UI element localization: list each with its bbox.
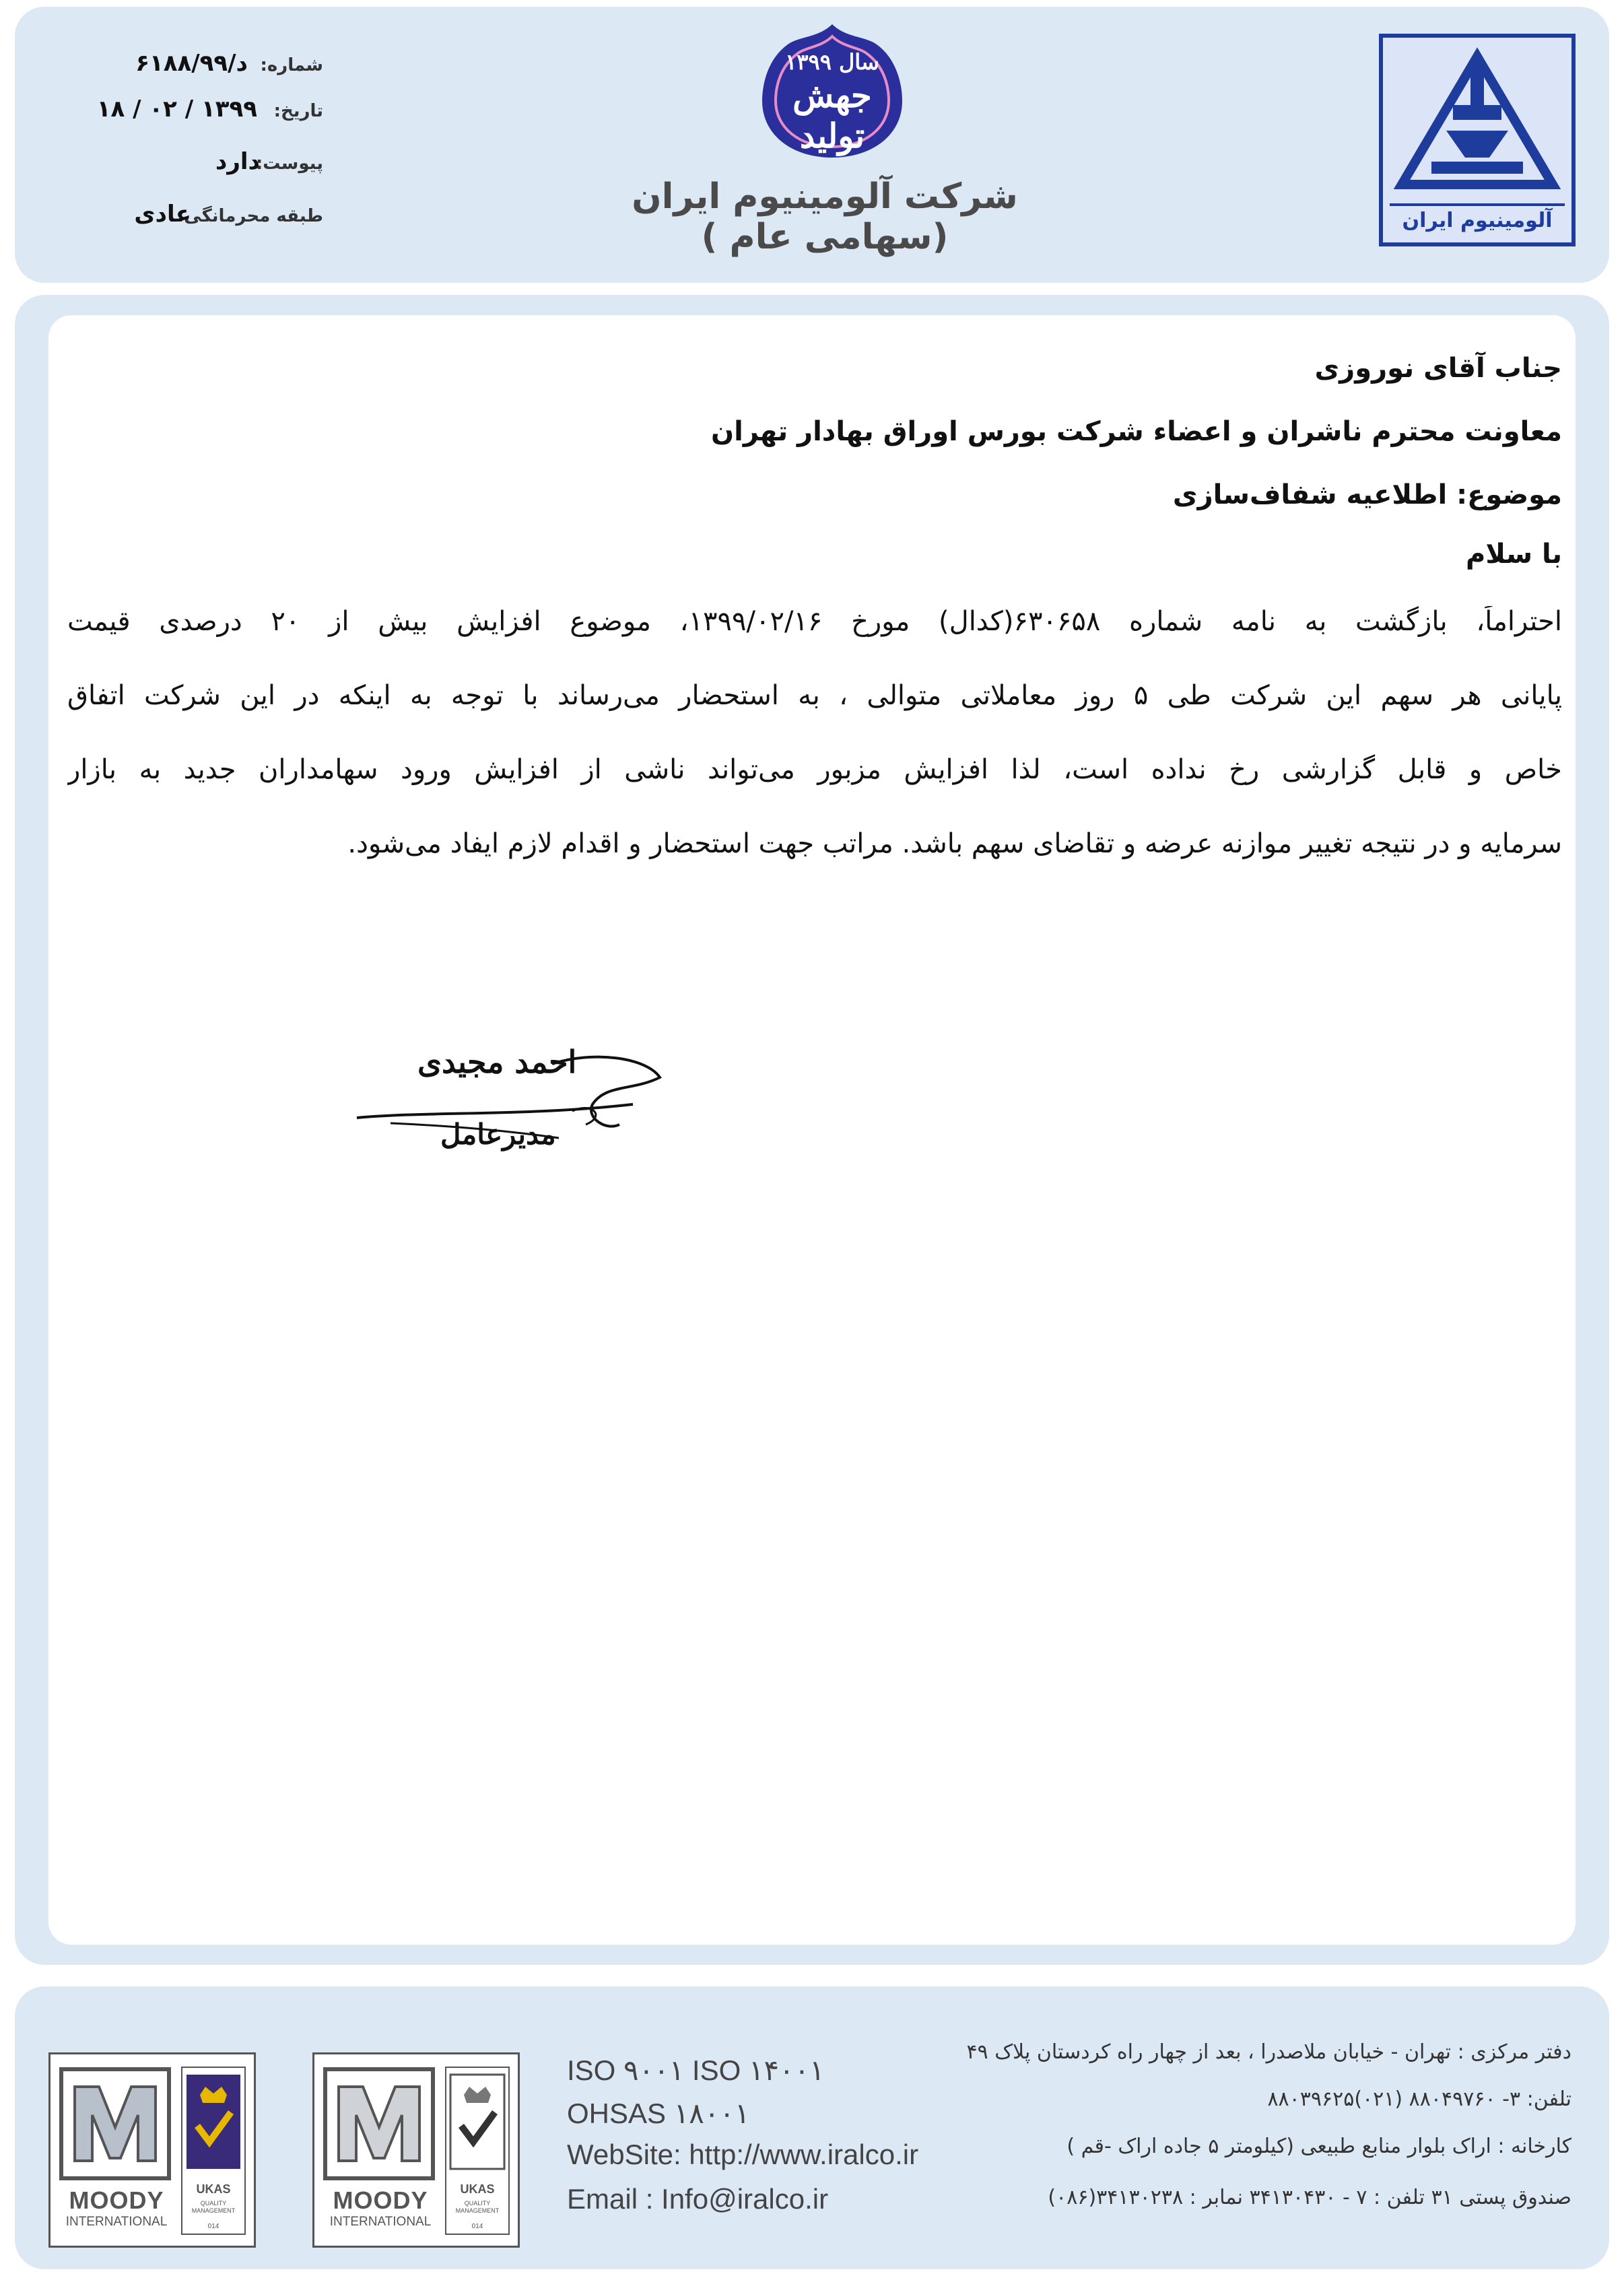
attachment-value: دارد [215,148,260,175]
moody-m-logo-icon [59,2067,172,2181]
moody-sub: INTERNATIONAL [65,2215,168,2229]
recipient-name: جناب آقای نوروزی [1314,353,1562,384]
emblem-slogan: جهش تولید [792,75,872,156]
moody-brand: MOODY [333,2186,428,2214]
website-link[interactable]: WebSite: http://www.iralco.ir [567,2139,919,2170]
moody-brand: MOODY [69,2186,164,2214]
ukas-badge [181,2067,246,2235]
moody-certification-badge [312,2052,520,2248]
classification-row [81,201,323,233]
signer-title: مدیرعامل [440,1118,556,1151]
moody-certification-badge [48,2052,256,2248]
attachment-row [135,148,323,180]
factory-address: کارخانه : اراک بلوار منابع طبیعی (کیلومتر ۵ جاده اراک -قم ) [1067,2135,1571,2158]
greeting: با سلام [1466,539,1562,570]
classification-value: عادی [134,201,191,228]
moody-m-logo-icon [323,2067,436,2181]
ukas-number: 014 [207,2223,219,2230]
logo-text: آلومینیوم ایران [1390,203,1565,236]
body-line: سرمایه و در نتیجه تغییر موازنه عرضه و تقاضای سهم باشد. مراتب جهت استحضار و اقدام لازم ایفاد می‌شود. [347,828,1562,859]
emblem-year: سال ۱۳۹۹ [785,49,879,75]
ukas-number: 014 [471,2223,483,2230]
aluminium-logo-icon [1388,43,1566,205]
moody-sub: INTERNATIONAL [329,2215,432,2229]
recipient-title: معاونت محترم ناشران و اعضاء شرکت بورس اوراق بهادار تهران [710,416,1562,447]
iso-certifications: ISO ۹۰۰۱ ISO ۱۴۰۰۱ [567,2054,825,2086]
letter-date-value: ۱۳۹۹ / ۰۲ / ۱۸ [96,96,257,123]
letter-number-value: د/۶۱۸۸/۹۹ [135,50,248,77]
ukas-badge [445,2067,510,2235]
company-logo [1379,34,1576,246]
classification-label: طبقه محرمانگی: [176,206,323,226]
company-name: شرکت آلومینیوم ایران (سهامی عام ) [632,176,1018,257]
ukas-crown-tick-icon [182,2068,244,2176]
letter-number-row [121,50,323,82]
body-line: خاص و قابل گزارشی رخ نداده است، لذا افزایش مزبور می‌تواند ناشی از افزایش ورود سهامداران جدید به بازار [67,754,1562,785]
email-link[interactable]: Email : Info@iralco.ir [567,2183,829,2215]
head-office-phone: تلفن: ۳- ۸۸۰۴۹۷۶۰ (۰۲۱)۸۸۰۳۹۶۲۵ [1267,2087,1571,2111]
ukas-sub: QUALITY MANAGEMENT [191,2200,236,2214]
letter-number-label: شماره: [260,55,323,75]
ohsas-certification: OHSAS ۱۸۰۰۱ [567,2098,750,2129]
ukas-label: UKAS [460,2182,495,2196]
letter-body-card [48,315,1576,1945]
ukas-label: UKAS [196,2182,231,2196]
head-office-address: دفتر مرکزی : تهران - خیابان ملاصدرا ، بعد از چهار راه کردستان پلاک ۴۹ [966,2040,1571,2064]
ukas-crown-tick-icon [446,2068,508,2176]
letter-date-label: تاریخ: [273,101,323,121]
ukas-sub: QUALITY MANAGEMENT [455,2200,500,2214]
attachment-label: پیوست: [255,154,323,174]
body-line: پایانی هر سهم این شرکت طی ۵ روز معاملاتی متوالی ، به استحضار می‌رساند با توجه به اینکه در این شرکت اتفاق [67,680,1562,711]
factory-contact: صندوق پستی ۳۱ تلفن : ۷ - ۳۴۱۳۰۴۳۰ نمابر : ۳۴۱۳۰۲۳۸(۰۸۶) [1048,2186,1571,2209]
letter-date-row [88,96,323,128]
emblem-text [778,48,886,156]
body-line: احتراماً، بازگشت به نامه شماره ۶۳۰۶۵۸(کدال) مورخ ۱۳۹۹/۰۲/۱۶، موضوع افزایش بیش از ۲۰ درصدی قیمت [67,606,1562,637]
letter-subject: موضوع: اطلاعیه شفاف‌سازی [1172,479,1562,510]
signer-name: احمد مجیدی [417,1044,577,1080]
